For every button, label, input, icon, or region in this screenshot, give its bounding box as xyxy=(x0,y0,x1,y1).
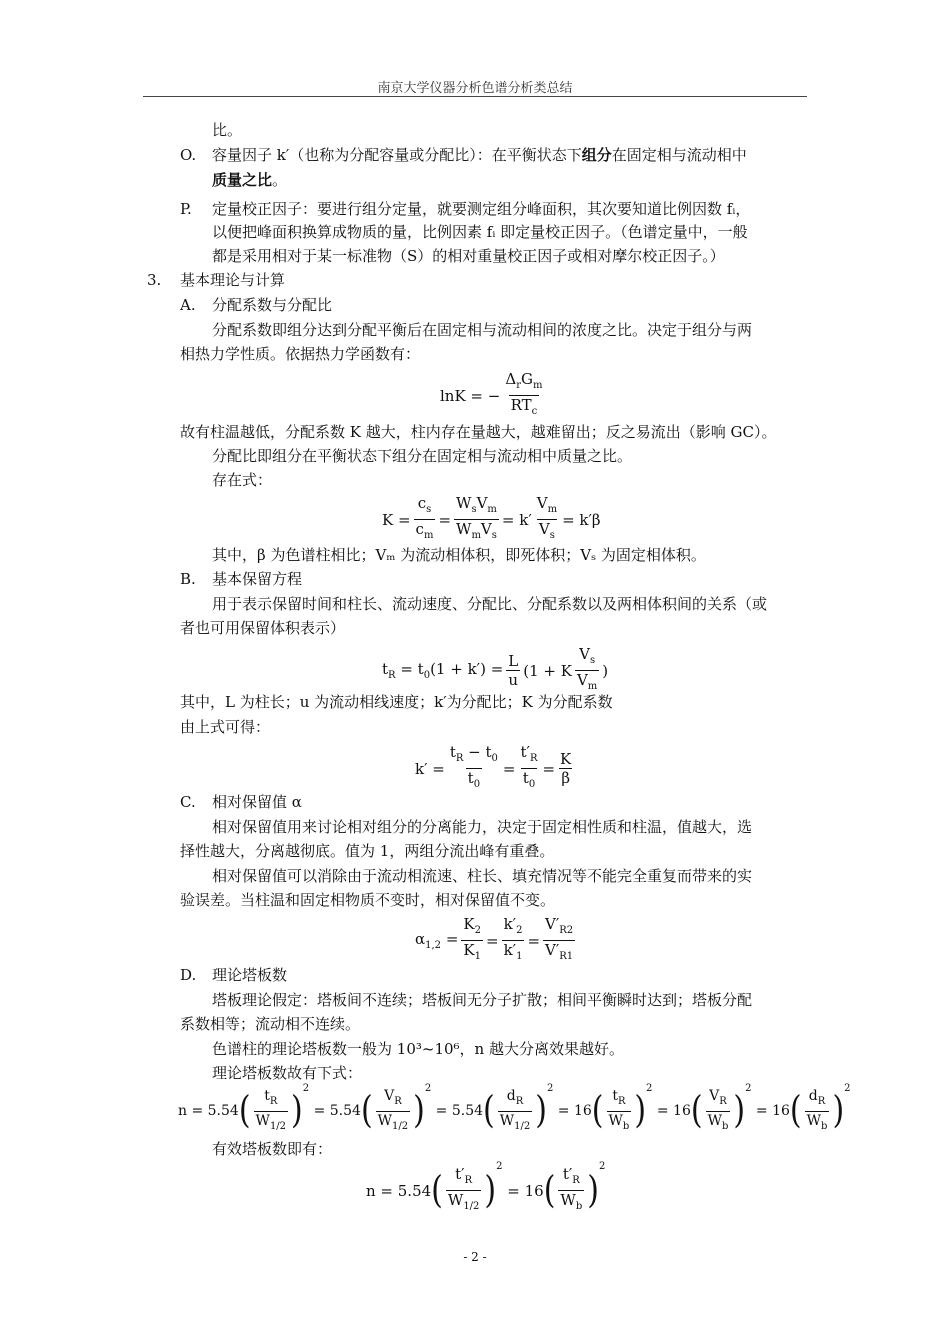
subsection-heading: 基本保留方程 xyxy=(212,570,303,588)
list-marker: A. xyxy=(180,296,196,314)
equation-capacity: k′ = $\frac{t_R - t_0}{t_0}$ = $\frac{t'_R}{t_0}$ = $\frac{K}{\beta}$ xyxy=(415,743,576,794)
section-number: 3. xyxy=(147,271,162,289)
text-line: 其中，L 为柱长；u 为流动相线速度；k′为分配比；K 为分配系数 xyxy=(180,693,613,711)
page-number: - 2 - xyxy=(463,1250,487,1264)
text-line: 相对保留值用来讨论相对组分的分离能力，决定于固定相性质和柱温，值越大，选 xyxy=(212,818,753,836)
equation-partition: K = $\frac{c_s}{c_m}$ = $\frac{W_sV_m}{W_mV_s}$ = k′ $\frac{V_m}{V_s}$ = k′β xyxy=(382,494,601,545)
text-line: 用于表示保留时间和柱长、流动速度、分配比、分配系数以及两相体积间的关系（或 xyxy=(212,595,768,613)
list-marker: O. xyxy=(180,146,197,164)
section-heading: 基本理论与计算 xyxy=(180,271,286,289)
list-marker: C. xyxy=(180,793,196,811)
text-line: 分配系数即组分达到分配平衡后在固定相与流动相间的浓度之比。决定于组分与两 xyxy=(212,321,753,339)
subsection-heading: 相对保留值 α xyxy=(212,793,302,811)
text-line: 色谱柱的理论塔板数一般为 10³~10⁶，n 越大分离效果越好。 xyxy=(212,1040,624,1058)
text-line: 定量校正因子：要进行组分定量，就要测定组分峰面积，其次要知道比例因数 fᵢ， xyxy=(212,200,751,218)
page-header: 南京大学仪器分析色谱分析类总结 xyxy=(377,81,573,96)
text-line: 相热力学性质。依据热力学函数有： xyxy=(180,345,421,363)
text-line: 质量之比。 xyxy=(212,171,288,189)
list-marker: B. xyxy=(180,570,196,588)
text-line: 有效塔板数即有： xyxy=(212,1140,333,1158)
text-line: 比。 xyxy=(212,121,243,139)
text-line: 故有柱温越低，分配系数 K 越大，柱内存在量越大，越难留出；反之易流出（影响 GC）。 xyxy=(180,423,777,441)
equation-retention: $t_R = t_0(1 + k')$ = $\frac{L}{u}$ (1 + K $\frac{V_s}{V_m}$ ) xyxy=(382,645,608,696)
text-line: 相对保留值可以消除由于流动相流速、柱长、填充情况等不能完全重复而带来的实 xyxy=(212,867,753,885)
text-line: 塔板理论假定：塔板间不连续；塔板间无分子扩散；相间平衡瞬时达到；塔板分配 xyxy=(212,991,753,1009)
text-line: 由上式可得： xyxy=(180,718,271,736)
text-line: 容量因子 k′（也称为分配容量或分配比）：在平衡状态下组分在固定相与流动相中 xyxy=(212,146,747,164)
text-line: 分配比即组分在平衡状态下组分在固定相与流动相中质量之比。 xyxy=(212,447,633,465)
text-line: 以便把峰面积换算成物质的量，比例因素 fᵢ 即定量校正因子。（色谱定量中，一般 xyxy=(212,223,748,241)
equation-alpha: $\alpha_{1,2}$ = $\frac{K_2}{K_1}$ = $\frac{k'_2}{k'_1}$ = $\frac{V'_{R2}}{V'_{R1}}$ xyxy=(415,915,578,966)
header-rule xyxy=(143,96,807,97)
text-line: 验误差。当柱温和固定相物质不变时，相对保留值不变。 xyxy=(180,891,556,909)
equation-plate-number: n = 5.54 ( $\frac{t_R}{W_{1/2}}$ ) 2 = 5.54 ( $\frac{V_R}{W_{1/2}}$ ) 2 = 5.54 ( $\frac{d_R}{W_{1/2}}$ ) 2 = 16 ( $\frac{t_R}{W_b}$ ) 2 = 16 ( $\frac{V_R}{W_b}$ ) 2 = 16 ( $\frac{d_R}{W_b}$ ) 2 xyxy=(178,1087,851,1136)
text-line: 系数相等；流动相不连续。 xyxy=(180,1015,361,1033)
list-marker: P. xyxy=(180,200,192,218)
subsection-heading: 分配系数与分配比 xyxy=(212,296,333,314)
equation-lnk: lnK = − $\frac{\Delta_rG_m}{RT_c}$ xyxy=(440,370,547,421)
text-line: 择性越大，分离越彻底。值为 1，两组分流出峰有重叠。 xyxy=(180,842,555,860)
text-line: 者也可用保留体积表示） xyxy=(180,619,346,637)
text-line: 其中，β 为色谱柱相比；Vₘ 为流动相体积，即死体积；Vₛ 为固定相体积。 xyxy=(212,546,706,564)
text-line: 都是采用相对于某一标准物（S）的相对重量校正因子或相对摩尔校正因子。） xyxy=(212,247,725,265)
subsection-heading: 理论塔板数 xyxy=(212,966,288,984)
list-marker: D. xyxy=(180,966,197,984)
text-line: 存在式： xyxy=(212,471,273,489)
text-line: 理论塔板数故有下式： xyxy=(212,1064,363,1082)
equation-effective-plate-number: n = 5.54 ( $\frac{t'_R}{W_{1/2}}$ ) 2 = 16 ( $\frac{t'_R}{W_b}$ ) 2 xyxy=(366,1165,605,1216)
